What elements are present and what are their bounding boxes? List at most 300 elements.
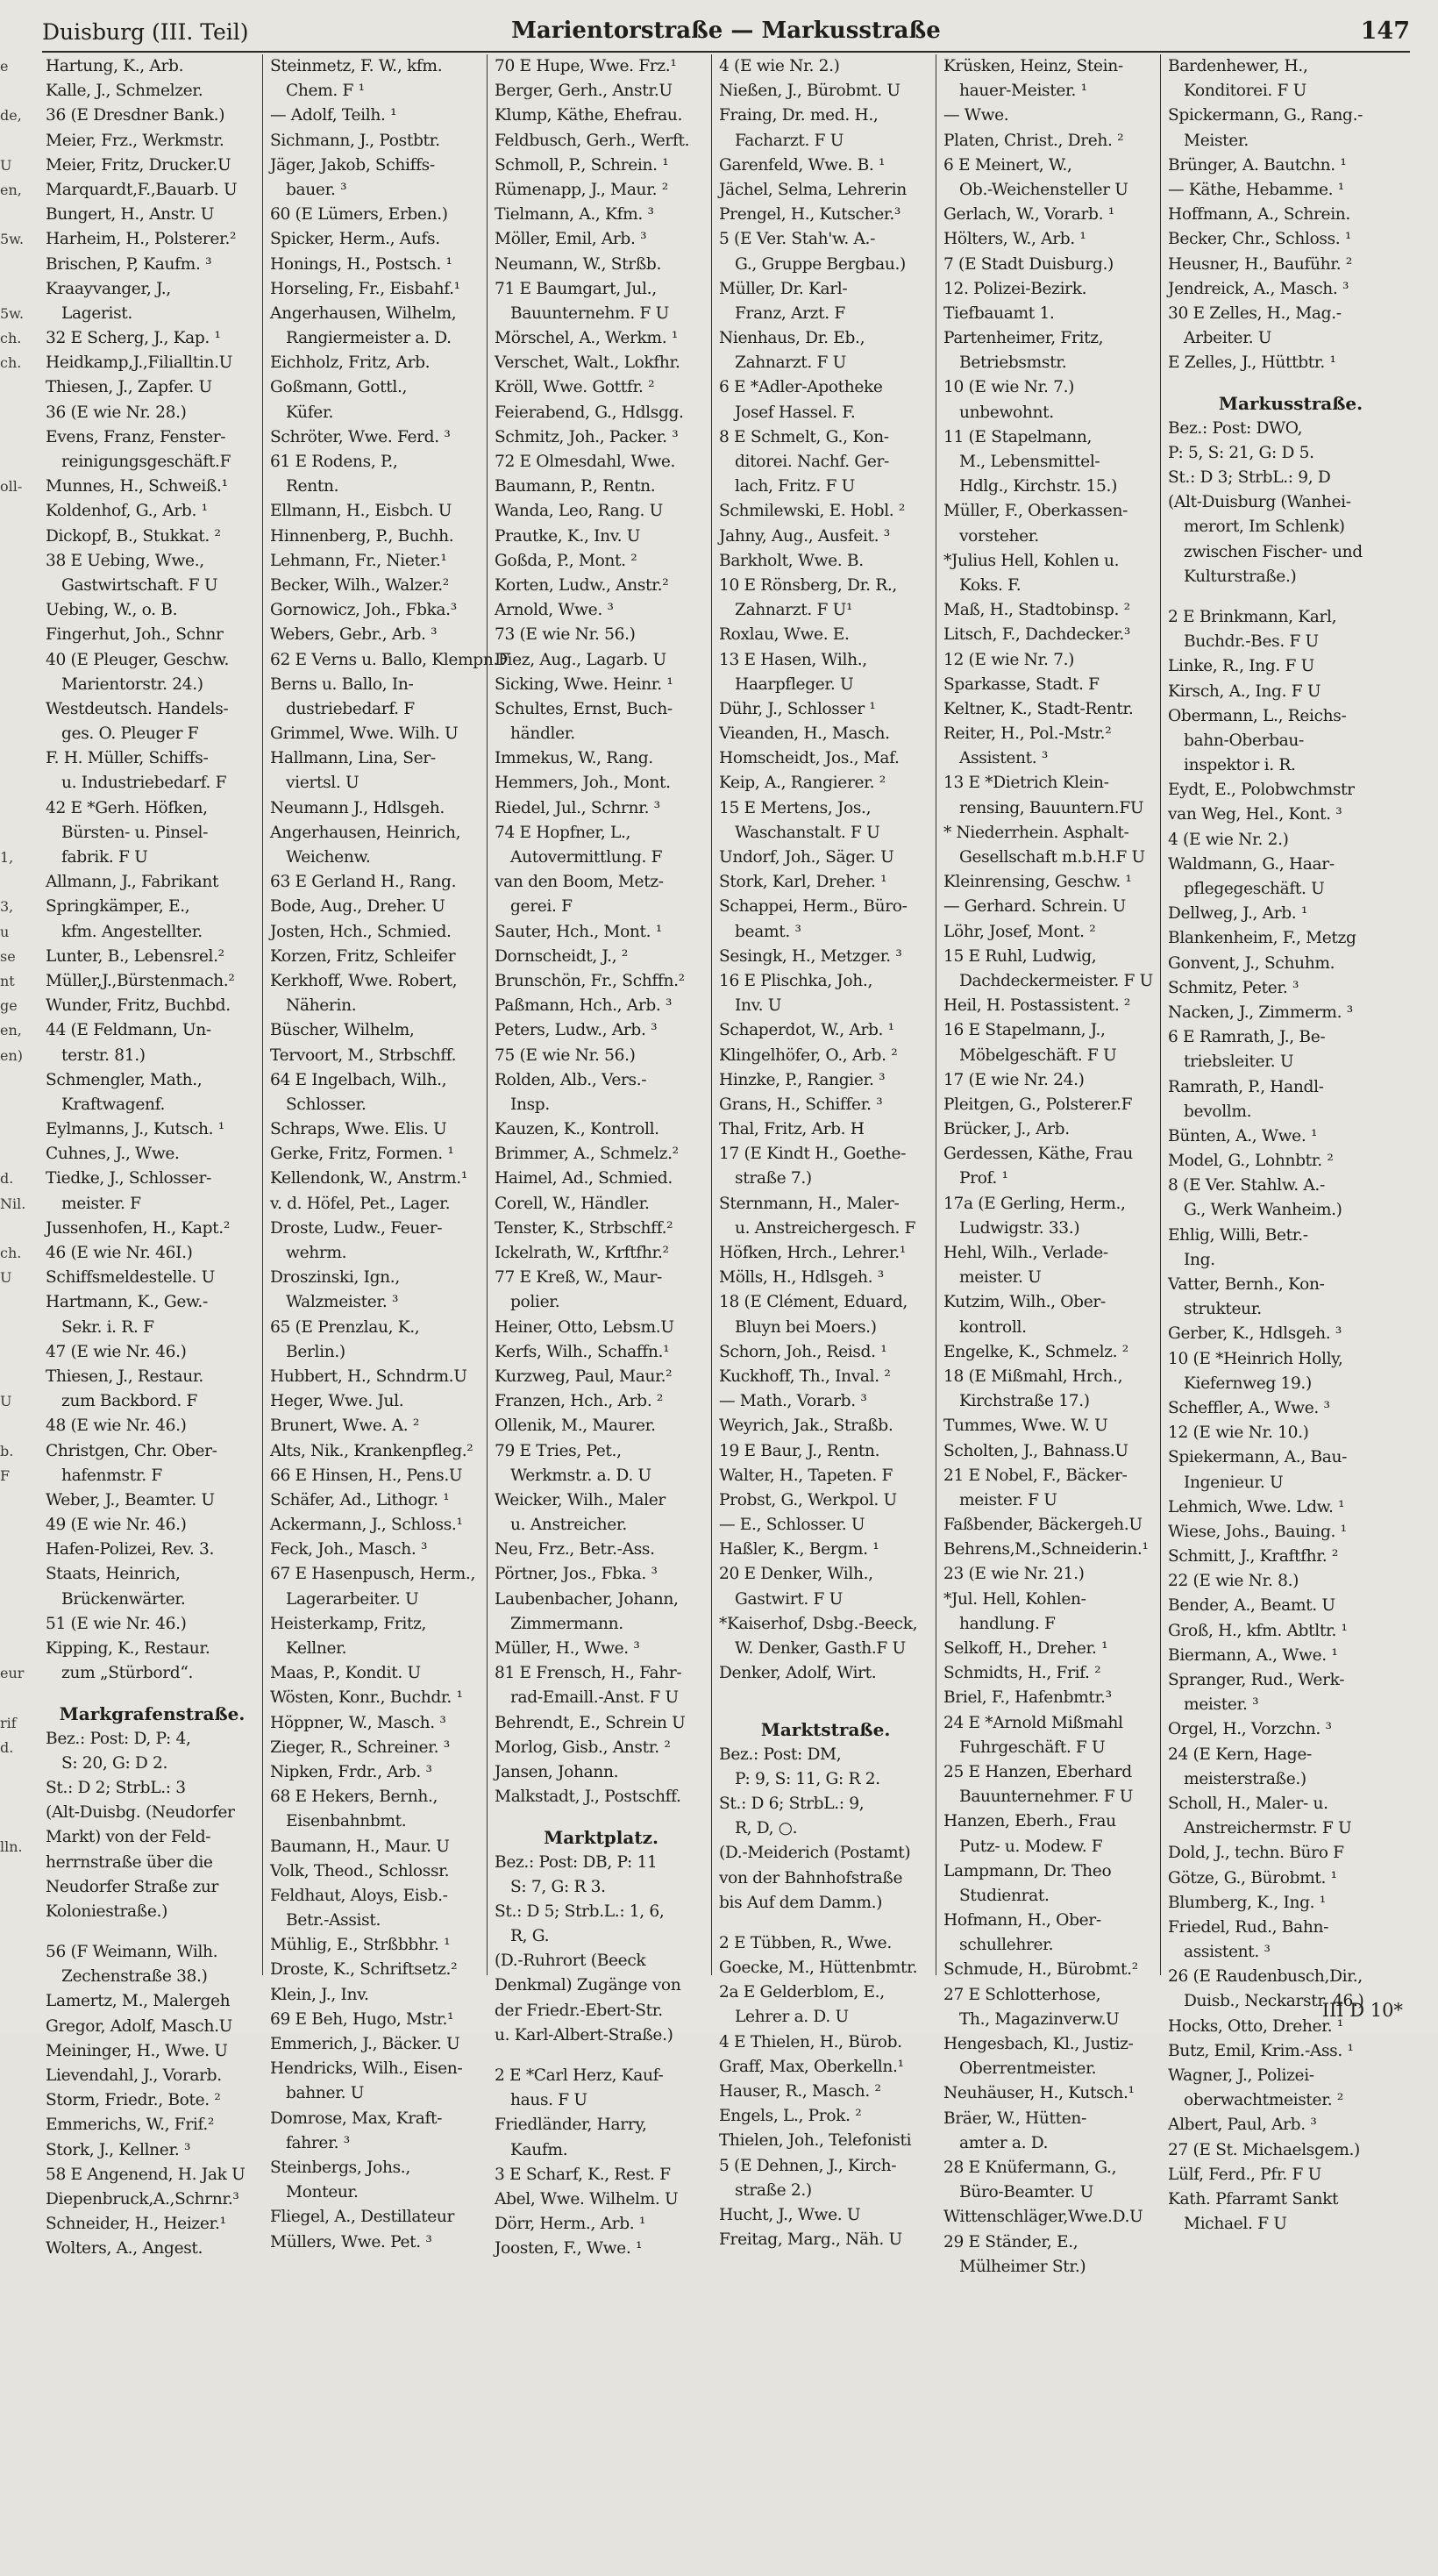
directory-entry: Josef Hassel. F. [735,403,856,422]
directory-entry: Eydt, E., Polobwchmstr [1168,781,1355,800]
directory-entry: 38 E Uebing, Wwe., [46,551,204,570]
directory-entry: Zahnarzt. F U [735,353,846,373]
directory-entry: Koldenhof, G., Arb. ¹ [46,502,208,521]
directory-entry: Krüsken, Heinz, Stein- [943,57,1123,75]
directory-entry: Wösten, Konr., Buchdr. ¹ [270,1688,463,1708]
directory-entry: zwischen Fischer- und [1184,542,1363,561]
directory-entry: 60 (E Lümers, Erben.) [270,205,448,225]
directory-entry: fabrik. F U [61,848,148,867]
directory-entry: Sparkasse, Stadt. F [943,674,1100,694]
directory-entry: (Alt-Duisbg. (Neudorfer [46,1803,235,1823]
directory-entry: Model, G., Lohnbtr. ² [1168,1152,1334,1171]
directory-entry: Partenheimer, Fritz, [943,329,1104,348]
margin-fragment: U [0,1393,12,1410]
directory-entry: Müller, Dr. Karl- [719,279,848,298]
margin-fragment [0,1290,19,1315]
directory-entry: Facharzt. F U [735,131,844,150]
directory-entry: Hafen-Polizei, Rev. 3. [46,1540,215,1559]
margin-fragment: F [0,1466,11,1484]
directory-entry: — Wwe. [943,106,1009,125]
left-margin-fragments [0,54,26,1984]
directory-entry: rensing, Bauuntern.FU [959,798,1144,817]
directory-entry: ges. O. Pleuger F [61,724,199,744]
directory-entry: Honings, H., Postsch. ¹ [270,254,452,274]
directory-entry: Engels, L., Prok. ² [719,2107,862,2126]
directory-entry: Müllers, Wwe. Pet. ³ [270,2232,432,2251]
margin-fragment [0,2081,19,2106]
directory-entry: Scholten, J., Bahnass.U [943,1441,1128,1460]
directory-entry: Neudorfer Straße zur [46,1877,219,1896]
directory-entry: R, G. [510,1927,550,1946]
margin-fragment [0,746,19,771]
directory-entry: Paßmann, Hch., Arb. ³ [495,996,673,1016]
directory-entry: 30 E Zelles, H., Mag.- [1168,303,1342,323]
directory-entry: Platen, Christ., Dreh. ² [943,131,1124,150]
directory-entry: Volk, Theod., Schlossr. [270,1861,450,1880]
directory-entry: Franz, Arzt. F [735,303,845,323]
directory-entry: Marientorstr. 24.) [61,674,203,694]
margin-fragment [0,2205,19,2230]
directory-entry: hafenmstr. F [61,1466,162,1485]
directory-entry: 3 E Scharf, K., Rest. F [495,2165,671,2184]
directory-entry: Schraps, Wwe. Elis. U [270,1120,447,1139]
directory-entry: 69 E Beh, Hugo, Mstr.¹ [270,2009,454,2029]
directory-entry: Brünger, A. Bautchn. ¹ [1168,155,1347,175]
directory-entry: bevollm. [1184,1102,1252,1121]
directory-entry: Orgel, H., Vorzchn. ³ [1168,1720,1332,1739]
margin-fragment: en, [0,181,22,198]
margin-fragment [0,1093,19,1117]
directory-entry: 27 (E St. Michaelsgem.) [1168,2140,1360,2159]
directory-entry: Kirsch, A., Ing. F U [1168,681,1321,701]
spacer [46,1924,259,1940]
directory-entry: Brimmer, A., Schmelz.² [495,1145,679,1164]
directory-entry: 4 (E wie Nr. 2.) [1168,830,1289,849]
directory-entry: Sauter, Hch., Mont. ¹ [495,922,662,941]
directory-entry: Gregor, Adolf, Masch.U [46,2016,232,2036]
directory-entry: Werkmstr. a. D. U [510,1466,651,1485]
margin-fragment: u [0,923,10,940]
directory-entry: Zieger, R., Schreiner. ³ [270,1738,450,1757]
directory-entry: Gesellschaft m.b.H.F U [959,848,1145,867]
directory-entry: 8 E Schmelt, G., Kon- [719,427,889,446]
directory-entry: W. Denker, Gasth.F U [735,1639,906,1658]
directory-entry: Hinnenberg, P., Buchh. [270,526,454,546]
directory-entry: E Zelles, J., Hüttbtr. ¹ [1168,353,1336,373]
directory-entry: Bungert, H., Anstr. U [46,205,215,225]
directory-entry: merort, Im Schlenk) [1184,517,1345,537]
directory-entry: Jächel, Selma, Lehrerin [719,180,907,199]
directory-entry: 15 E Mertens, Jos., [719,798,872,817]
directory-entry: Hanzen, Eberh., Frau [943,1812,1116,1831]
margin-fragment: oll- [0,478,23,496]
directory-entry: Kleinrensing, Geschw. ¹ [943,873,1132,892]
directory-entry: Schlosser. [286,1095,367,1114]
margin-fragment [0,2280,19,2304]
directory-entry: 10 E Rönsberg, Dr. R., [719,575,897,595]
directory-entry: Thielen, Joh., Telefonisti [719,2131,912,2151]
directory-entry: Goßmann, Gottl., [270,378,408,397]
directory-entry: 6 E Meinert, W., [943,155,1072,175]
margin-fragment [0,796,19,821]
directory-entry: Betr.-Assist. [286,1911,381,1930]
directory-entry: Evens, Franz, Fenster- [46,427,226,446]
directory-entry: Hinzke, P., Rangier. ³ [719,1070,886,1089]
directory-entry: 6 E Ramrath, J., Be- [1168,1028,1326,1047]
directory-entry: Christgen, Chr. Ober- [46,1441,217,1460]
directory-entry: Laubenbacher, Johann, [495,1589,679,1609]
directory-entry: Brunschön, Fr., Schffn.² [495,971,685,990]
directory-entry: Schmengler, Math., [46,1070,203,1089]
directory-entry: Gerlach, W., Vorarb. ¹ [943,205,1114,225]
directory-entry: fahrer. ³ [286,2133,350,2152]
directory-entry: Schneider, H., Heizer.¹ [46,2215,226,2234]
margin-fragment [0,375,19,400]
directory-entry: Buchdr.-Bes. F U [1184,632,1319,652]
directory-entry: 4 E Thielen, H., Bürob. [719,2032,902,2052]
directory-entry: Thal, Fritz, Arb. H [719,1120,865,1139]
directory-entry: Mühlig, E., Strßbbhr. ¹ [270,1936,451,1955]
directory-entry: Kiefernweg 19.) [1184,1374,1312,1393]
margin-fragment [0,450,19,475]
directory-entry: Betriebsmstr. [959,353,1067,373]
directory-entry: Springkämper, E., [46,897,190,917]
directory-entry: 17a (E Gerling, Herm., [943,1194,1126,1213]
directory-entry: Corell, W., Händler. [495,1194,650,1213]
directory-entry: Steinbergs, Johs., [270,2158,410,2177]
margin-fragment [0,870,19,895]
margin-fragment: ch. [0,354,22,372]
directory-entry: Kirchstraße 17.) [959,1392,1090,1411]
margin-fragment [0,2452,19,2477]
directory-entry: Butz, Emil, Krim.-Ass. ¹ [1168,2041,1354,2060]
directory-entry: Nipken, Frdr., Arb. ³ [270,1762,432,1781]
margin-fragment [0,1068,19,1093]
margin-fragment: en) [0,1046,24,1064]
directory-entry: Kraftwagenf. [61,1095,166,1114]
directory-entry: 16 E Stapelmann, J., [943,1021,1106,1040]
directory-entry: Spranger, Rud., Werk- [1168,1671,1345,1689]
directory-entry: Meininger, H., Wwe. U [46,2041,228,2060]
directory-entry: — Adolf, Teilh. ¹ [270,106,397,125]
directory-entry: meister. U [959,1268,1042,1288]
directory-entry: 13 E *Dietrich Klein- [943,774,1109,793]
directory-entry: *Julius Hell, Kohlen u. [943,551,1120,570]
directory-entry: Sesingk, H., Metzger. ³ [719,946,902,966]
directory-entry: Zechenstraße 38.) [61,1967,208,1987]
directory-entry: 81 E Frensch, H., Fahr- [495,1664,682,1683]
margin-fragment [0,499,19,524]
directory-entry: Neumann J., Hdlsgeh. [270,798,445,817]
margin-fragment: d. [0,1738,14,1756]
directory-entry: Schmude, H., Bürobmt.² [943,1960,1138,1980]
directory-entry: Lamertz, M., Malergeh [46,1992,231,2011]
directory-entry: Jäger, Jakob, Schiffs- [270,155,435,175]
directory-entry: Kurzweg, Paul, Maur.² [495,1366,673,1386]
directory-entry: Mülheimer Str.) [959,2257,1086,2276]
street-heading: Marktplatz. [544,1827,658,1849]
directory-entry: Dold, J., techn. Büro F [1168,1844,1344,1863]
directory-entry: Gonvent, J., Schuhm. [1168,953,1335,973]
directory-entry: 10 (E wie Nr. 7.) [943,378,1075,397]
directory-entry: Eylmanns, J., Kutsch. ¹ [46,1120,224,1139]
directory-entry: Josten, Hch., Schmied. [270,922,452,941]
margin-fragment [0,524,19,549]
margin-fragment [0,277,19,302]
directory-entry: meister. F [61,1194,141,1213]
directory-entry: Neuhäuser, H., Kutsch.¹ [943,2084,1135,2103]
directory-entry: St.: D 3; StrbL.: 9, D [1168,468,1331,487]
directory-entry: Peters, Ludw., Arb. ³ [495,1021,658,1040]
directory-entry: Roxlau, Wwe. E. [719,625,850,645]
margin-fragment: ch. [0,330,22,347]
directory-entry: Hendricks, Wilh., Eisen- [270,2059,463,2079]
directory-entry: Sekr. i. R. F [61,1317,154,1337]
margin-fragment [0,2230,19,2255]
directory-entry: 67 E Hasenpusch, Herm., [270,1565,476,1584]
margin-fragment [0,1588,19,1612]
directory-entry: 11 (E Stapelmann, [943,427,1093,446]
directory-entry: Schmilewski, E. Hobl. ² [719,502,906,521]
directory-entry: Rangiermeister a. D. [286,329,452,348]
directory-entry: Hemmers, Joh., Mont. [495,774,671,793]
directory-entry: Abel, Wwe. Wilhelm. U [495,2189,679,2209]
directory-entry: kfm. Angestellter. [61,922,203,941]
directory-entry: 70 E Hupe, Wwe. Frz.¹ [495,57,677,75]
directory-entry: Becker, Wilh., Walzer.² [270,575,449,595]
directory-entry: 6 E *Adler-Apotheke [719,378,883,397]
directory-entry: Gerdessen, Käthe, Frau [943,1145,1133,1164]
directory-entry: Undorf, Joh., Säger. U [719,848,894,867]
directory-entry: Lagerist. [61,303,132,323]
directory-entry: Götze, G., Bürobmt. ¹ [1168,1868,1337,1887]
spacer [1168,375,1413,391]
directory-entry: Weicker, Wilh., Maler [495,1490,666,1509]
directory-entry: Vatter, Bernh., Kon- [1168,1275,1325,1294]
directory-entry: Eisenbahnbmt. [286,1812,407,1831]
directory-entry: 25 E Hanzen, Eberhard [943,1762,1132,1781]
margin-fragment [0,1809,19,1834]
directory-entry: Heidkamp,J.,Filialltin.U [46,353,232,373]
directory-entry: Jussenhofen, H., Kapt.² [46,1218,230,1238]
directory-entry: Arnold, Wwe. ³ [495,601,614,620]
margin-fragment [0,2131,19,2156]
margin-fragment [0,401,19,425]
directory-entry: Brischen, P, Kaufm. ³ [46,254,212,274]
margin-fragment [0,1538,19,1562]
header-street-range: Marientorstraße — Markusstraße [511,18,941,44]
directory-entry: Heusner, H., Bauführ. ² [1168,254,1352,274]
directory-entry: G., Gruppe Bergbau.) [735,254,906,274]
directory-entry: Allmann, J., Fabrikant [46,873,219,892]
directory-entry: Lunter, B., Lebensrel.² [46,946,224,966]
directory-entry: Grimmel, Wwe. Wilh. U [270,724,459,744]
directory-entry: Droszinski, Ign., [270,1268,400,1288]
directory-entry: Hucht, J., Wwe. U [719,2205,861,2224]
directory-entry: Fingerhut, Joh., Schnr [46,625,224,645]
margin-fragment [0,673,19,697]
directory-entry: Lehmich, Wwe. Ldw. ¹ [1168,1497,1345,1516]
directory-entry: Weyrich, Jak., Straßb. [719,1416,893,1436]
directory-entry: beamt. ³ [735,922,801,941]
directory-entry: S: 20, G: D 2. [61,1753,168,1773]
directory-entry: Monteur. [286,2183,359,2202]
directory-entry: Schröter, Wwe. Ferd. ³ [270,427,451,446]
directory-entry: 5 (E Ver. Stah'w. A.- [719,230,876,249]
directory-entry: Kipping, K., Restaur. [46,1639,210,1658]
directory-entry: St.: D 5; Strb.L.: 1, 6, [495,1902,665,1921]
directory-entry: Tiefbauamt 1. [943,303,1055,323]
margin-fragment [0,598,19,623]
directory-entry: Graff, Max, Oberkelln.¹ [719,2057,904,2076]
directory-entry: Freitag, Marg., Näh. U [719,2230,902,2250]
directory-entry: Staats, Heinrich, [46,1565,181,1584]
directory-entry: handlung. F [959,1614,1056,1633]
directory-entry: Dörr, Herm., Arb. ¹ [495,2215,645,2234]
directory-entry: Nienhaus, Dr. Eb., [719,329,865,348]
directory-entry: Ackermann, J., Schloss.¹ [270,1516,463,1535]
directory-entry: meister. F U [959,1490,1057,1509]
directory-entry: Ramrath, P., Handl- [1168,1077,1324,1096]
margin-fragment [0,821,19,846]
directory-entry: Berns u. Ballo, In- [270,674,414,694]
directory-entry: Studienrat. [959,1886,1050,1905]
directory-entry: Klein, J., Inv. [270,1985,369,2004]
directory-entry: 36 (E Dresdner Bank.) [46,106,225,125]
directory-entry: polier. [510,1293,560,1312]
directory-entry: Scheffler, A., Wwe. ³ [1168,1398,1330,1417]
directory-entry: Berlin.) [286,1342,345,1361]
margin-fragment [0,1933,19,1958]
directory-entry: Fuhrgeschäft. F U [959,1738,1106,1757]
margin-fragment: 5w. [0,231,25,248]
directory-entry: Friedländer, Harry, [495,2116,647,2135]
directory-entry: Mörschel, A., Werkm. ¹ [495,329,678,348]
margin-fragment: ch. [0,1245,22,1261]
directory-entry: Hartmann, K., Gew.- [46,1293,208,1312]
directory-entry: Putz- u. Modew. F [959,1837,1103,1856]
directory-entry: Rümenapp, J., Maur. ² [495,180,668,199]
directory-entry: Garenfeld, Wwe. B. ¹ [719,155,886,175]
directory-entry: Lülf, Ferd., Pfr. F U [1168,2165,1321,2184]
directory-entry: — Käthe, Hebamme. ¹ [1168,180,1344,199]
directory-entry: Meier, Frz., Werkmstr. [46,131,224,150]
directory-entry: Dachdeckermeister. F U [959,971,1153,990]
directory-entry: P: 9, S: 11, G: R 2. [735,1769,880,1788]
directory-entry: Thiesen, J., Restaur. [46,1366,203,1386]
spacer [1168,589,1413,605]
directory-entry: Bez.: Post: DWO, [1168,418,1303,438]
directory-entry: Waschanstalt. F U [735,823,880,842]
margin-fragment: 3, [0,898,14,916]
margin-fragment: d. [0,1170,14,1188]
directory-entry: Lievendahl, J., Vorarb. [46,2066,222,2085]
directory-entry: bis Auf dem Damm.) [719,1893,883,1912]
directory-entry: (Alt-Duisburg (Wanhei- [1168,493,1351,512]
margin-fragment [0,2403,19,2428]
directory-entry: Hallmann, Lina, Ser- [270,749,436,768]
directory-entry: Ollenik, M., Maurer. [495,1416,656,1436]
directory-entry: Biermann, A., Wwe. ¹ [1168,1645,1338,1665]
directory-entry: Kaufm. [510,2140,568,2159]
margin-fragment: U [0,1269,12,1287]
directory-entry: Hoffmann, A., Schrein. [1168,205,1350,225]
directory-entry: 2 E Brinkmann, Karl, [1168,607,1337,626]
directory-entry: Jansen, Johann. [495,1762,619,1781]
directory-entry: Th., Magazinverw.U [959,2009,1120,2029]
directory-entry: Chem. F ¹ [286,82,365,101]
margin-fragment [0,771,19,796]
margin-fragment [0,1340,19,1365]
directory-entry: 66 E Hinsen, H., Pens.U [270,1466,463,1485]
directory-entry: 2 E Tübben, R., Wwe. [719,1933,892,1952]
directory-entry: Schmitz, Joh., Packer. ³ [495,427,679,446]
directory-entry: 68 E Hekers, Bernh., [270,1788,438,1807]
directory-entry: Storm, Friedr., Bote. ² [46,2091,221,2110]
directory-entry: terstr. 81.) [61,1045,146,1065]
directory-entry: Bauunternehm. F U [510,303,669,323]
directory-entry: Litsch, F., Dachdecker.³ [943,625,1131,645]
margin-fragment [0,1958,19,1982]
directory-entry: Droste, K., Schriftsetz.² [270,1960,458,1980]
directory-entry: Kath. Pfarramt Sankt [1168,2189,1339,2209]
directory-entry: 73 (E wie Nr. 56.) [495,625,636,645]
margin-fragment [0,1316,19,1340]
directory-entry: Nacken, J., Zimmerm. ³ [1168,1003,1353,1022]
directory-entry: Riedel, Jul., Schrnr. ³ [495,798,660,817]
directory-entry: Fliegel, A., Destillateur [270,2208,455,2227]
directory-entry: Morlog, Gisb., Anstr. ² [495,1738,671,1757]
directory-entry: händler. [510,724,575,744]
directory-entry: Löhr, Josef, Mont. ² [943,922,1096,941]
directory-entry: Sternmann, H., Maler- [719,1194,900,1213]
directory-entry: Bender, A., Beamt. U [1168,1596,1335,1616]
directory-entry: Gerke, Fritz, Formen. ¹ [270,1145,454,1164]
directory-entry: Rolden, Alb., Vers.- [495,1070,647,1089]
directory-entry: Heger, Wwe. Jul. [270,1392,404,1411]
directory-entry: gerei. F [510,897,573,917]
directory-entry: M., Lebensmittel- [959,453,1100,471]
directory-entry: Brücker, J., Arb. [943,1120,1070,1139]
directory-entry: Becker, Chr., Schloss. ¹ [1168,230,1352,249]
margin-fragment [0,2379,19,2403]
directory-entry: *Kaiserhof, Dsbg.-Beeck, [719,1614,918,1633]
directory-entry: Fraing, Dr. med. H., [719,106,879,125]
directory-entry: strukteur. [1184,1300,1262,1319]
spacer [495,2048,708,2064]
margin-fragment [0,2353,19,2378]
directory-entry: Spicker, Herm., Aufs. [270,230,440,249]
directory-entry: Assistent. ³ [959,749,1048,768]
directory-entry: 8 (E Ver. Stahlw. A.- [1168,1176,1325,1195]
directory-entry: *Jul. Hell, Kohlen- [943,1589,1086,1609]
directory-entry: Diez, Aug., Lagarb. U [495,650,666,669]
directory-entry: Duisb., Neckarstr. 46.) [1184,1992,1364,2011]
directory-entry: Angerhausen, Heinrich, [270,823,461,842]
directory-entry: F. H. Müller, Schiffs- [46,749,209,768]
directory-entry: Domrose, Max, Kraft- [270,2109,443,2128]
page-number: 147 [1360,18,1410,45]
directory-entry: Kröll, Wwe. Gottfr. ² [495,378,655,397]
margin-fragment [0,1859,19,1884]
directory-entry: Albert, Paul, Arb. ³ [1168,2116,1317,2135]
directory-entry: Haimel, Ad., Schmied. [495,1169,673,1188]
directory-entry: Gastwirt. F U [735,1589,843,1609]
directory-entry: Insp. [510,1095,550,1114]
directory-entry: 7 (E Stadt Duisburg.) [943,254,1114,274]
directory-entry: zum „Stürbord“. [61,1664,194,1683]
margin-fragment [0,623,19,647]
